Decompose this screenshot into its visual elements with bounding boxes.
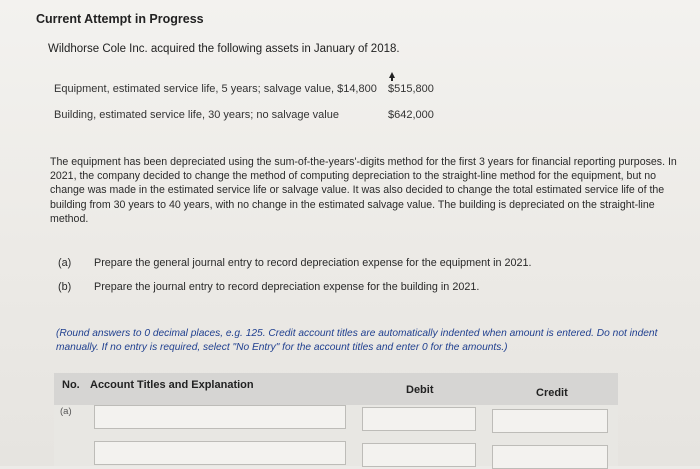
column-header-credit: Credit xyxy=(536,387,568,399)
task-text: Prepare the general journal entry to record depreciation expense for the equipment in 2021. xyxy=(94,257,532,269)
problem-intro: Wildhorse Cole Inc. acquired the following assets in January of 2018. xyxy=(48,43,400,55)
task-text: Prepare the journal entry to record depreciation expense for the building in 2021. xyxy=(94,281,480,293)
asset-description: Building, estimated service life, 30 years; no salvage value xyxy=(54,109,339,121)
column-header-no: No. xyxy=(62,379,80,391)
journal-entry-table xyxy=(54,373,618,466)
account-title-input[interactable] xyxy=(94,405,346,429)
task-tag: (b) xyxy=(58,281,72,293)
column-header-account: Account Titles and Explanation xyxy=(90,379,254,391)
asset-amount: $515,800 xyxy=(388,83,434,95)
rounding-instructions: (Round answers to 0 decimal places, e.g. 125. Credit account titles are automatically indented when amount is entered. Do not indent manually. If no entry is required, select "No Entry" for the account titles and enter 0 for the amounts.) xyxy=(56,328,658,353)
debit-amount-input[interactable] xyxy=(362,443,476,467)
attempt-status: Current Attempt in Progress xyxy=(36,12,204,26)
journal-table-header xyxy=(54,373,618,405)
credit-amount-input[interactable] xyxy=(492,445,608,469)
debit-amount-input[interactable] xyxy=(362,407,476,431)
asset-description: Equipment, estimated service life, 5 years; salvage value, $14,800 xyxy=(54,83,377,95)
column-header-debit: Debit xyxy=(406,384,434,396)
asset-amount: $642,000 xyxy=(388,109,434,121)
entry-row-label: (a) xyxy=(60,406,72,417)
mouse-cursor-icon xyxy=(389,72,395,78)
credit-amount-input[interactable] xyxy=(492,409,608,433)
task-tag: (a) xyxy=(58,257,72,269)
problem-paragraph: The equipment has been depreciated using the sum-of-the-years'-digits method for the first 3 years for financial reporting purposes. In 2021, the company decided to change the method of computing depreciation to the straight-line method for the equipment, but no change was made in the estimated service life or salvage value. It was also decided to change the total estimated service life of the building from 30 years to 40 years, with no change in the estimated salvage value. The building is depreciated on the straight-line method. xyxy=(50,156,677,225)
account-title-input[interactable] xyxy=(94,441,346,465)
